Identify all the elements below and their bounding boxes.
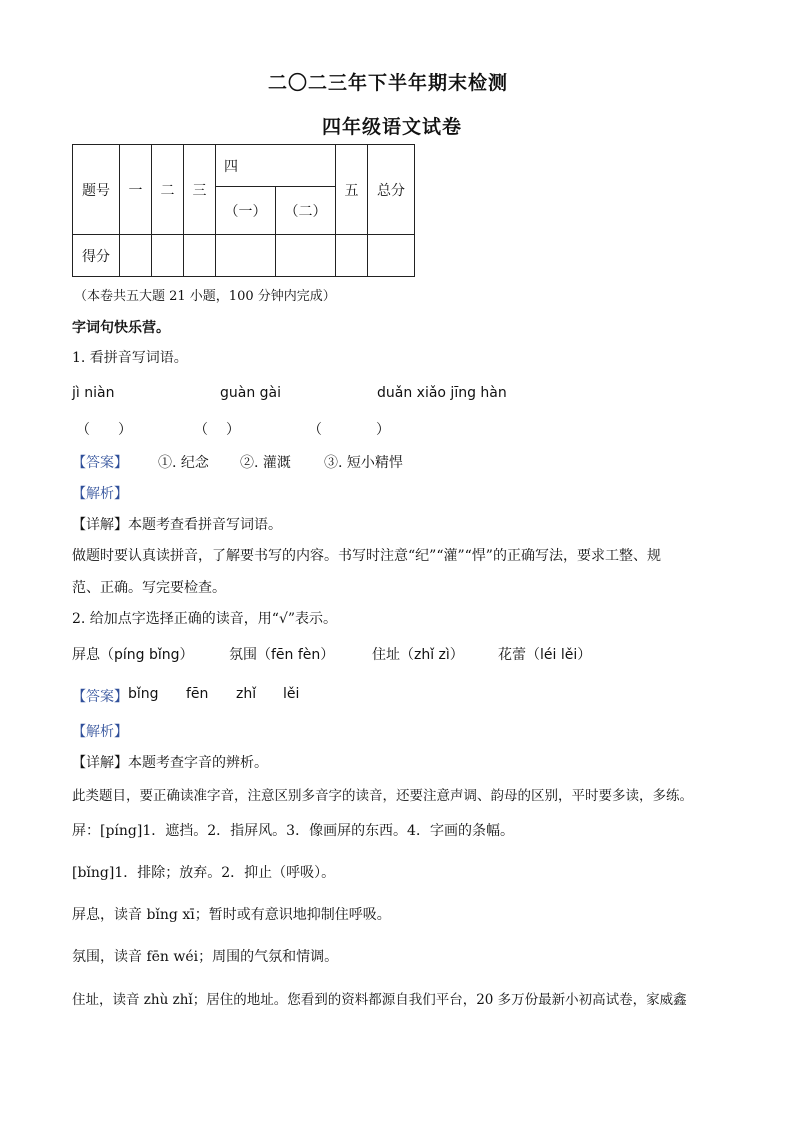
q1-pinyin-3: duǎn xiǎo jīng hàn [377,385,507,401]
score-cell-4-2[interactable] [276,235,336,277]
q1-blank-1-open: （ [76,422,90,438]
q1-blank-3[interactable] [308,419,390,439]
q2-detail: 【详解】本题考查字音的辨析。 [72,755,268,771]
q2-option-4: 花蕾（léi lěi） [498,647,592,663]
score-cell-1[interactable] [120,235,152,277]
q1-blank-2-open: （ [194,422,208,438]
score-cell-5[interactable] [336,235,368,277]
q1-pinyin-1: jì niàn [72,385,115,401]
q2-explain-line-2: 屏：[píng]1．遮挡。2．指屏风。3．像画屏的东西。4．字画的条幅。 [72,823,514,839]
q1-pinyin-2: guàn gài [220,385,282,401]
q1-answer-1: ①. 纪念 [158,455,209,471]
question-col-4: 四 [216,145,336,187]
question-col-4-sub-1: （一） [216,187,276,235]
q1-answer-label: 【答案】 [72,455,128,471]
q1-blank-2[interactable] [194,419,240,439]
score-table [72,144,415,277]
q2-answer-2: fēn [186,686,209,702]
q1-stem: 1. 看拼音写词语。 [72,350,188,366]
q2-explain-line-5: 氛围，读音 fēn wéi；周围的气氛和情调。 [72,949,339,965]
q2-option-3: 住址（zhǐ zì） [372,647,464,663]
question-col-3: 三 [184,145,216,235]
q1-answer-3: ③. 短小精悍 [324,455,403,471]
page-subtitle: 四年级语文试卷 [322,116,463,138]
q2-option-2: 氛围（fēn fèn） [229,647,335,663]
q1-blank-1[interactable] [76,419,132,439]
q2-explain-line-4: 屏息，读音 bǐng xī；暂时或有意识地抑制住呼吸。 [72,907,391,923]
question-col-1: 一 [120,145,152,235]
q2-explain-line-6: 住址，读音 zhù zhǐ；居住的地址。您看到的资料都源自我们平台，20 多万份最新小初高试卷，家威鑫 [72,992,687,1008]
q2-stem: 2. 给加点字选择正确的读音，用“√”表示。 [72,611,338,627]
q2-explain-line-1: 此类题目，要正确读准字音，注意区别多音字的读音，还要注意声调、韵母的区别，平时要多读，多练。 [72,788,693,804]
q1-blank-3-close: ） [376,422,390,438]
q2-option-1: 屏息（píng bǐng） [72,647,194,663]
question-col-2: 二 [152,145,184,235]
q2-explain-line-3: [bǐng]1．排除；放弃。2．抑止（呼吸）。 [72,865,336,881]
total-score-label: 总分 [368,145,415,235]
q1-blank-2-close: ） [226,422,240,438]
q2-answer-3: zhǐ [236,686,257,702]
q2-answer-4: lěi [283,686,300,702]
score-cell-total[interactable] [368,235,415,277]
exam-note: （本卷共五大题 21 小题，100 分钟内完成） [74,289,336,304]
score-cell-4-1[interactable] [216,235,276,277]
q2-analysis-label: 【解析】 [72,724,128,740]
question-col-4-sub-2: （二） [276,187,336,235]
question-number-label: 题号 [73,145,120,235]
q1-explain-line-1: 做题时要认真读拼音，了解要书写的内容。书写时注意“纪”“灌”“悍”的正确写法，要求工整、规 [72,548,661,564]
page-title: 二〇二三年下半年期末检测 [268,72,509,94]
q1-answer-2: ②. 灌溉 [240,455,291,471]
question-col-5: 五 [336,145,368,235]
q1-blank-3-open: （ [308,422,322,438]
score-cell-2[interactable] [152,235,184,277]
score-row-label: 得分 [73,235,120,277]
q2-answer-label: 【答案】 [72,689,128,705]
q2-answer-1: bǐng [128,686,159,702]
q1-analysis-label: 【解析】 [72,486,128,502]
q1-explain-line-2: 范、正确。写完要检查。 [72,580,226,596]
q1-detail: 【详解】本题考查看拼音写词语。 [72,517,282,533]
score-cell-3[interactable] [184,235,216,277]
q1-blank-1-close: ） [118,422,132,438]
section-title: 字词句快乐营。 [72,320,170,336]
